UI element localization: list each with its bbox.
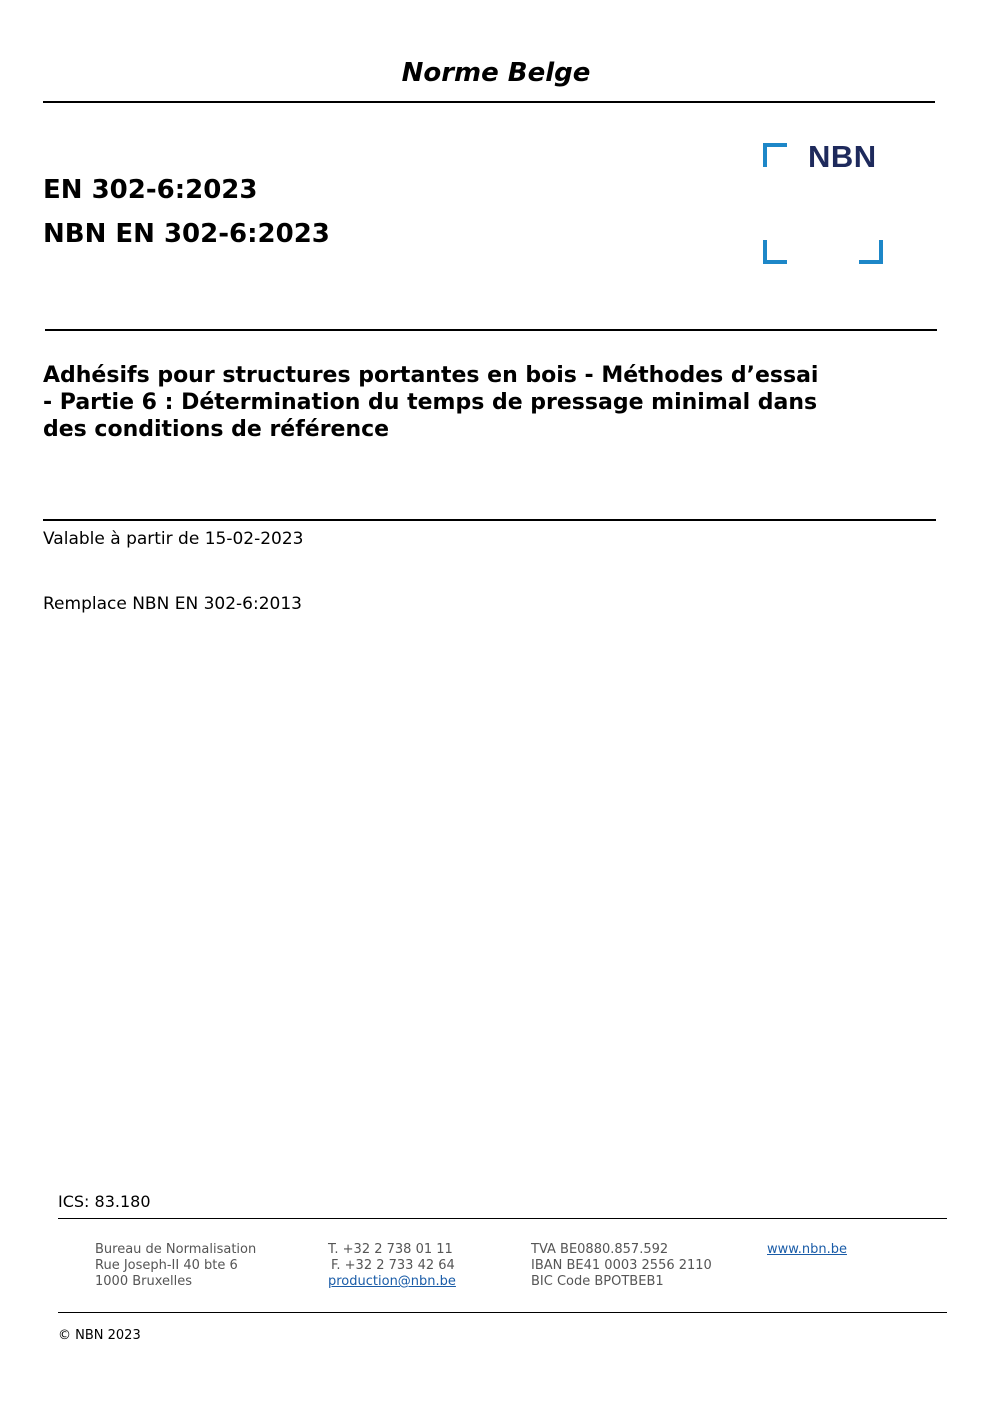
footer-website [767, 1242, 847, 1258]
en-code: EN 302-6:2023 [43, 175, 258, 205]
address-line-1: Bureau de Normalisation [95, 1242, 257, 1257]
nbn-code: NBN EN 302-6:2023 [43, 219, 330, 249]
ics-code: ICS: 83.180 [58, 1192, 151, 1211]
document-title-line-2: - Partie 6 : Détermination du temps de pressage minimal dans [43, 390, 818, 415]
header-divider [43, 101, 935, 103]
address-line-3: 1000 Bruxelles [95, 1274, 193, 1289]
footer-bank [531, 1242, 712, 1290]
logo-text: NBN [808, 139, 877, 174]
footer-divider-top [58, 1218, 947, 1219]
logo-corner-bottom-right [859, 240, 883, 264]
footer-address [95, 1242, 256, 1290]
valid-from: Valable à partir de 15-02-2023 [43, 529, 304, 549]
replaces: Remplace NBN EN 302-6:2013 [43, 594, 302, 614]
website-link[interactable]: www.nbn.be [767, 1242, 847, 1257]
email-link[interactable]: production@nbn.be [328, 1274, 456, 1289]
footer-divider-bottom [58, 1312, 947, 1313]
iban-number: IBAN BE41 0003 2556 2110 [531, 1258, 712, 1273]
logo-corner-top-left [763, 143, 787, 167]
phone-number: T. +32 2 738 01 11 [328, 1242, 453, 1257]
header-title: Norme Belge [401, 58, 591, 88]
copyright: © NBN 2023 [58, 1328, 141, 1343]
address-line-2: Rue Joseph-II 40 bte 6 [95, 1258, 238, 1273]
title-divider-top [45, 329, 937, 331]
document-title [43, 362, 923, 443]
document-title-line-3: des conditions de référence [43, 417, 390, 442]
nbn-logo [760, 140, 886, 264]
document-title-line-1: Adhésifs pour structures portantes en bois - Méthodes d’essai [43, 363, 819, 388]
bic-code: BIC Code BPOTBEB1 [531, 1274, 664, 1289]
footer-contact [328, 1242, 456, 1290]
title-divider-bottom [43, 519, 936, 521]
fax-number: F. +32 2 733 42 64 [331, 1258, 455, 1273]
logo-corner-bottom-left [763, 240, 787, 264]
vat-number: TVA BE0880.857.592 [531, 1242, 669, 1257]
